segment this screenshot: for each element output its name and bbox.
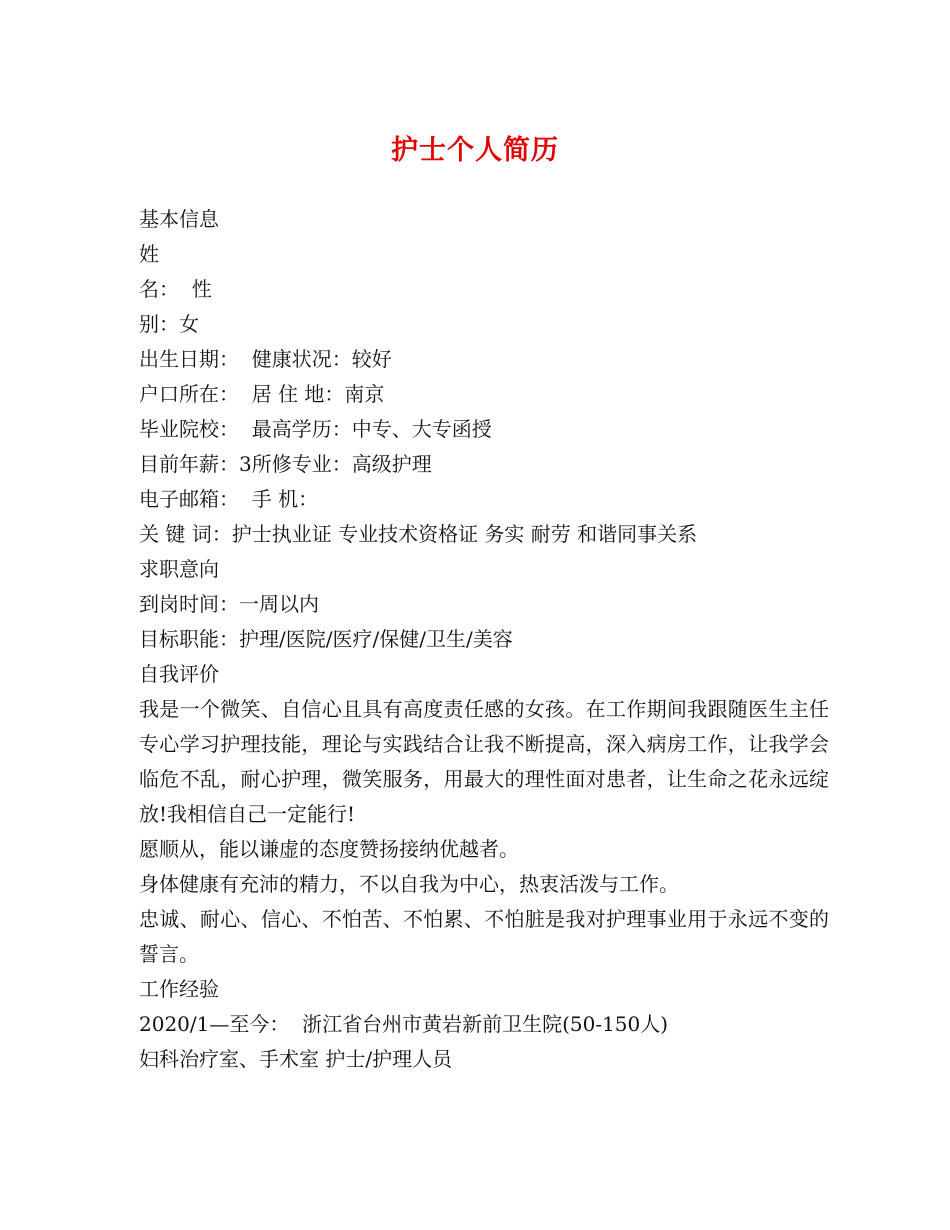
self-evaluation-paragraph: 身体健康有充沛的精力，不以自我为中心，热衷活泼与工作。 xyxy=(139,872,679,896)
basic-info-line: 户口所在： 居 住 地：南京 xyxy=(139,382,385,406)
basic-info-line: 名： 性 xyxy=(139,277,212,301)
self-evaluation-paragraph: 我是一个微笑、自信心且具有高度责任感的女孩。在工作期间我跟随医生主任专心学习护理技能，理论与实践结合让我不断提高，深入病房工作，让我学会临危不乱，耐心护理，微笑服务，用最大的理性面对患者，让生命之花永远绽放!我相信自己一定能行! xyxy=(139,697,829,826)
job-arrival-time: 到岗时间：一周以内 xyxy=(139,592,319,616)
section-heading-basic-info: 基本信息 xyxy=(139,207,219,231)
work-period: 2020/1—至今： 浙江省台州市黄岩新前卫生院(50-150人) xyxy=(139,1012,669,1036)
self-evaluation-paragraph: 愿顺从，能以谦虚的态度赞扬接纳优越者。 xyxy=(139,837,519,861)
basic-info-line: 姓 xyxy=(139,242,159,266)
basic-info-line: 别：女 xyxy=(139,312,199,336)
job-target-function: 目标职能：护理/医院/医疗/保健/卫生/美容 xyxy=(139,627,513,651)
document-title: 护士个人简历 xyxy=(391,135,559,166)
section-heading-self-evaluation: 自我评价 xyxy=(139,662,219,686)
basic-info-line: 出生日期： 健康状况：较好 xyxy=(139,347,392,371)
section-heading-job-intention: 求职意向 xyxy=(139,557,219,581)
basic-info-line: 毕业院校： 最高学历：中专、大专函授 xyxy=(139,417,492,441)
basic-info-line: 目前年薪：3所修专业：高级护理 xyxy=(139,452,432,476)
resume-body xyxy=(139,202,829,1077)
basic-info-line: 关 键 词：护士执业证 专业技术资格证 务实 耐劳 和谐同事关系 xyxy=(139,522,698,546)
self-evaluation-paragraph: 忠诚、耐心、信心、不怕苦、不怕累、不怕脏是我对护理事业用于永远不变的誓言。 xyxy=(139,907,829,966)
section-heading-work-experience: 工作经验 xyxy=(139,977,219,1001)
basic-info-line: 电子邮箱： 手 机： xyxy=(139,487,319,511)
work-position: 妇科治疗室、手术室 护士/护理人员 xyxy=(139,1047,453,1071)
